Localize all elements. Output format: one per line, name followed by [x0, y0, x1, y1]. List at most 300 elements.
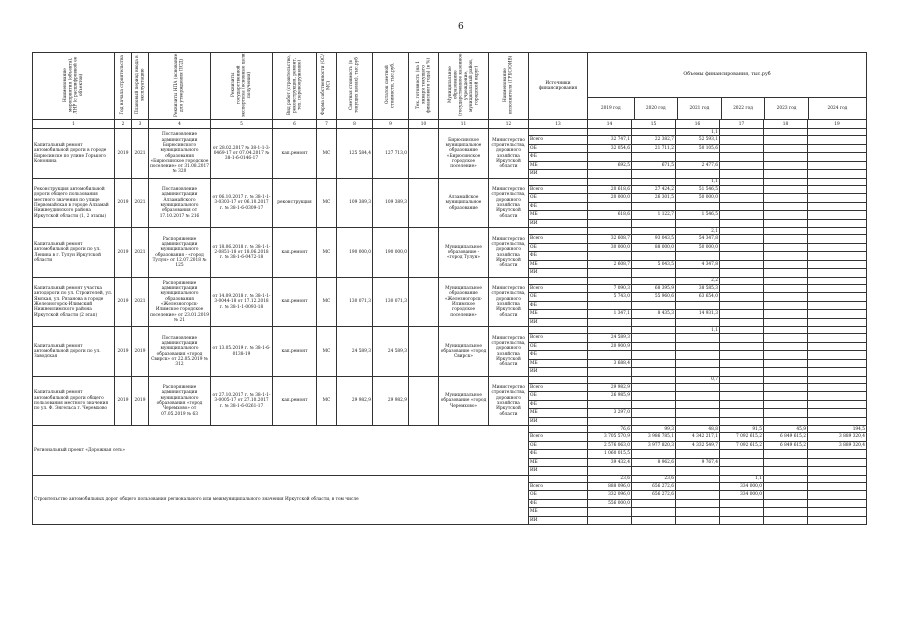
empty-cell: [588, 178, 632, 185]
object-name: Капитальный ремонт автомобильной дороги по ул. Заводская: [33, 327, 115, 377]
value-cell: [720, 458, 764, 467]
value-cell: 32 747,1: [588, 136, 632, 145]
empty-cell: [720, 178, 764, 185]
end-year: 2021: [132, 228, 149, 278]
value-cell: [676, 508, 720, 517]
empty-cell: [808, 342, 867, 351]
col-num: 6: [273, 120, 317, 129]
indicator-code: 1,1: [676, 327, 720, 334]
value-cell: [676, 516, 720, 525]
empty-cell: [529, 376, 588, 383]
source-label: ИИ: [529, 516, 588, 525]
value-cell: 22 382,7: [632, 136, 676, 145]
value-cell: [632, 318, 676, 327]
readiness: [409, 228, 439, 278]
col-num: 8: [337, 120, 373, 129]
header-cell-12: Наименование исполнителя (ГРБС/ОИВ): [489, 53, 529, 120]
value-cell: [808, 516, 867, 525]
empty-cell: [720, 351, 764, 360]
header-cell-13: Источники финансирования: [529, 53, 588, 120]
empty-cell: [808, 327, 867, 334]
estimated-cost: 190 000,0: [337, 228, 373, 278]
value-cell: 1 060 015,5: [588, 450, 632, 459]
source-label: ОБ: [529, 194, 588, 203]
empty-cell: [808, 400, 867, 409]
value-cell: 26 985,9: [588, 392, 632, 401]
empty-cell: [764, 284, 808, 293]
value-cell: 63 654,0: [676, 293, 720, 302]
value-cell: [632, 153, 676, 162]
empty-cell: [632, 129, 676, 136]
remaining-cost: 109 389,3: [373, 178, 409, 228]
value-cell: [632, 252, 676, 261]
empty-cell: [720, 219, 764, 228]
value-cell: [632, 392, 676, 401]
value-cell: [676, 491, 720, 500]
indicator-code: 91,5: [720, 426, 764, 433]
value-cell: 2 576 063,0: [588, 441, 632, 450]
value-cell: [808, 450, 867, 459]
value-cell: [632, 351, 676, 360]
empty-cell: [808, 392, 867, 401]
end-year: 2021: [132, 277, 149, 327]
page-number: 6: [458, 22, 464, 32]
value-cell: [676, 318, 720, 327]
col-num: 9: [373, 120, 409, 129]
empty-cell: [720, 417, 764, 426]
source-label: Всего: [529, 185, 588, 194]
value-cell: [588, 252, 632, 261]
value-cell: [632, 400, 676, 409]
empty-cell: [808, 417, 867, 426]
empty-cell: [808, 260, 867, 269]
header-cell-9: Остаток сметной стоимости, тыс.руб.: [373, 53, 409, 120]
empty-cell: [764, 301, 808, 310]
value-cell: [676, 301, 720, 310]
source-label: ФБ: [529, 450, 588, 459]
source-label: ОБ: [529, 441, 588, 450]
source-label: ФБ: [529, 301, 588, 310]
volume-title: Объемы финансирования, тыс.руб: [588, 53, 866, 98]
work-type: реконструкция: [273, 178, 317, 228]
estimated-cost: 130 071,3: [337, 277, 373, 327]
value-cell: [632, 508, 676, 517]
source-label: ИИ: [529, 368, 588, 377]
indicator-code: 99,3: [632, 426, 676, 433]
col-num: 13: [529, 120, 588, 129]
empty-cell: [808, 202, 867, 211]
empty-cell: [720, 170, 764, 179]
empty-cell: [764, 211, 808, 220]
value-cell: 5 743,0: [588, 293, 632, 302]
col-num: 17: [720, 120, 764, 129]
empty-cell: [808, 383, 867, 392]
value-cell: [808, 508, 867, 517]
value-cell: [720, 467, 764, 476]
source-label: Всего: [529, 482, 588, 491]
col-num: 11: [439, 120, 489, 129]
empty-cell: [632, 376, 676, 383]
year-2023: 2023 год: [765, 98, 809, 119]
empty-cell: [764, 318, 808, 327]
value-cell: 7 090,3: [588, 284, 632, 293]
empty-cell: [764, 219, 808, 228]
header-cell-7: Форма собственности (ОС/ МС): [317, 53, 337, 120]
source-label: ФБ: [529, 499, 588, 508]
source-label: Всего: [529, 334, 588, 343]
empty-cell: [764, 170, 808, 179]
executor: Министерство строительства, дорожного хозяйства Иркутской области: [489, 228, 529, 278]
source-label: ИИ: [529, 219, 588, 228]
ownership-form: МС: [317, 277, 337, 327]
estimated-cost: 24 589,3: [337, 327, 373, 377]
empty-cell: [529, 426, 588, 433]
empty-cell: [764, 269, 808, 278]
col-num: 1: [33, 120, 115, 129]
value-cell: 334 000,0: [720, 482, 764, 491]
object-code-row: [33, 228, 867, 235]
value-cell: [632, 516, 676, 525]
executor: Министерство строительства, дорожного хозяйства Иркутской области: [489, 178, 529, 228]
value-cell: 2 477,6: [676, 161, 720, 170]
indicator-code: 23,6: [588, 475, 632, 482]
npa-details: Распоряжение администрации муниципального образования - «город Тулун» от 12.07.2018 № 125: [149, 228, 211, 278]
empty-cell: [764, 153, 808, 162]
empty-cell: [720, 243, 764, 252]
empty-cell: [764, 129, 808, 136]
source-label: Всего: [529, 235, 588, 244]
empty-cell: [632, 178, 676, 185]
value-cell: [720, 450, 764, 459]
empty-cell: [588, 376, 632, 383]
start-year: 2019: [115, 178, 132, 228]
value-cell: 618,6: [588, 211, 632, 220]
source-label: ОБ: [529, 392, 588, 401]
value-cell: 3 889 320,4: [808, 441, 867, 450]
value-cell: [764, 508, 808, 517]
value-cell: [808, 482, 867, 491]
ownership-form: МС: [317, 129, 337, 179]
indicator-code: 0,7: [676, 376, 720, 383]
value-cell: 656 272,6: [632, 491, 676, 500]
empty-cell: [764, 293, 808, 302]
empty-cell: [720, 194, 764, 203]
value-cell: [632, 301, 676, 310]
value-cell: [588, 400, 632, 409]
value-cell: 68 395,9: [632, 284, 676, 293]
empty-cell: [720, 260, 764, 269]
header-cell-8: Сметная стоимость (в текущих ценах), тыс.руб: [337, 53, 373, 120]
value-cell: [764, 491, 808, 500]
start-year: 2019: [115, 327, 132, 377]
object-code-row: [33, 327, 867, 334]
value-cell: [588, 219, 632, 228]
empty-cell: [808, 409, 867, 418]
value-cell: 50 000,0: [676, 194, 720, 203]
project-code-row: [33, 426, 867, 433]
empty-cell: [588, 277, 632, 284]
col-num: 3: [132, 120, 149, 129]
empty-cell: [764, 368, 808, 377]
value-cell: [720, 516, 764, 525]
value-cell: [676, 499, 720, 508]
expertise-details: от 28.02.2017 № 38-1-1-3-0469-17 от 07.04.2017 № 38-1-6-0146-17: [211, 129, 273, 179]
start-year: 2019: [115, 129, 132, 179]
source-label: МБ: [529, 458, 588, 467]
value-cell: 1 347,1: [588, 310, 632, 319]
value-cell: [588, 417, 632, 426]
col-num: 2: [115, 120, 132, 129]
source-label: ФБ: [529, 202, 588, 211]
empty-cell: [720, 202, 764, 211]
value-cell: [720, 499, 764, 508]
empty-cell: [720, 310, 764, 319]
empty-cell: [808, 185, 867, 194]
value-cell: 32 054,6: [588, 144, 632, 153]
source-label: ОБ: [529, 144, 588, 153]
start-year: 2019: [115, 277, 132, 327]
empty-cell: [764, 383, 808, 392]
value-cell: [632, 499, 676, 508]
value-cell: [676, 383, 720, 392]
expertise-details: от 27.10.2017 г. № 38-1-1-3-0005-17 от 27.10.2017 г. № 38-1-6-0261-17: [211, 376, 273, 426]
value-cell: [588, 318, 632, 327]
source-label: ФБ: [529, 400, 588, 409]
value-cell: 7 092 615,2: [720, 441, 764, 450]
empty-cell: [588, 228, 632, 235]
npa-details: Постановление администрации Алзамайского муниципального образования от 17.10.2017 № 216: [149, 178, 211, 228]
empty-cell: [720, 235, 764, 244]
object-code-row: [33, 376, 867, 383]
value-cell: [632, 409, 676, 418]
value-cell: [632, 342, 676, 351]
empty-cell: [632, 228, 676, 235]
col-num: 16: [676, 120, 720, 129]
value-cell: 50 105,6: [676, 144, 720, 153]
empty-cell: [764, 260, 808, 269]
expertise-details: от 06.10.2017 г. № 38-1-1-3-0303-17 от 06.10.2017 г. № 38-1-6-0309-17: [211, 178, 273, 228]
source-label: МБ: [529, 211, 588, 220]
empty-cell: [764, 228, 808, 235]
value-cell: [676, 392, 720, 401]
empty-cell: [764, 161, 808, 170]
col-num: 15: [632, 120, 676, 129]
municipality: Муниципальное образование «город Свирск»: [439, 327, 489, 377]
empty-cell: [764, 342, 808, 351]
value-cell: [676, 400, 720, 409]
value-cell: 1 122,7: [632, 211, 676, 220]
estimated-cost: 29 982,9: [337, 376, 373, 426]
source-label: ФБ: [529, 153, 588, 162]
indicator-code: [808, 475, 867, 482]
value-cell: 88 000,0: [632, 243, 676, 252]
value-cell: [588, 351, 632, 360]
indicator-code: 45,9: [764, 426, 808, 433]
empty-cell: [529, 277, 588, 284]
value-cell: [632, 467, 676, 476]
empty-cell: [720, 136, 764, 145]
source-label: ИИ: [529, 269, 588, 278]
value-cell: 29 982,9: [588, 383, 632, 392]
empty-cell: [808, 170, 867, 179]
remaining-cost: 127 713,0: [373, 129, 409, 179]
value-cell: 20 000,0: [588, 194, 632, 203]
col-num: 14: [588, 120, 632, 129]
empty-cell: [808, 277, 867, 284]
value-cell: [632, 170, 676, 179]
empty-cell: [764, 144, 808, 153]
empty-cell: [720, 376, 764, 383]
indicator-code: 76,6: [588, 426, 632, 433]
value-cell: [676, 417, 720, 426]
empty-cell: [808, 219, 867, 228]
value-cell: [676, 482, 720, 491]
empty-cell: [720, 392, 764, 401]
value-cell: [676, 269, 720, 278]
value-cell: [676, 252, 720, 261]
value-cell: [588, 202, 632, 211]
empty-cell: [764, 252, 808, 261]
empty-cell: [720, 277, 764, 284]
header-cell-5: Реквизиты государственной экспертизы (основные цели получения): [211, 53, 273, 120]
object-name: Капитальный ремонт автомобильной дороги общего пользования местного значения по ул. Ф. Энгельса г. Черемхово: [33, 376, 115, 426]
ownership-form: МС: [317, 327, 337, 377]
expertise-details: от 13.05.2019 г. № 38-1-6-0138-19: [211, 327, 273, 377]
value-cell: 5 043,5: [632, 260, 676, 269]
ownership-form: МС: [317, 376, 337, 426]
value-cell: 38 585,3: [676, 284, 720, 293]
municipality: Муниципальное образование «Железногорск-Илимское городское поселение»: [439, 277, 489, 327]
year-2021: 2021 год: [678, 98, 722, 119]
value-cell: 30 000,0: [588, 243, 632, 252]
empty-cell: [808, 351, 867, 360]
value-cell: [588, 467, 632, 476]
value-cell: [676, 351, 720, 360]
value-cell: 4 347,8: [676, 260, 720, 269]
value-cell: 556 000,0: [588, 499, 632, 508]
empty-cell: [764, 277, 808, 284]
value-cell: [676, 334, 720, 343]
source-label: ОБ: [529, 243, 588, 252]
value-cell: 7 092 615,2: [720, 433, 764, 442]
source-label: ФБ: [529, 351, 588, 360]
object-code-row: [33, 277, 867, 284]
source-label: МБ: [529, 409, 588, 418]
indicator-code: 1,1: [720, 475, 764, 482]
remaining-cost: 29 982,9: [373, 376, 409, 426]
npa-details: Распоряжение администрации муниципального образования «Железногорск-Илимское городское поселение» от 23.01.2019 № 21: [149, 277, 211, 327]
empty-cell: [720, 334, 764, 343]
start-year: 2019: [115, 228, 132, 278]
value-cell: [632, 219, 676, 228]
empty-cell: [808, 129, 867, 136]
work-type: кап.ремонт: [273, 327, 317, 377]
value-cell: 2 608,7: [588, 260, 632, 269]
municipality: Бирюсинское муниципальное образование «Бирюсинское городское поселение»: [439, 129, 489, 179]
expertise-details: от 14.09.2018 г. № 38-1-1-3-0044-18 от 17.12.2018 г. № 38-1-1-0093-18: [211, 277, 273, 327]
npa-details: Распоряжение администрации муниципального образования «город Черемхово» от 07.05.2019 № 63: [149, 376, 211, 426]
executor: Министерство строительства, дорожного хозяйства Иркутской области: [489, 376, 529, 426]
empty-cell: [808, 153, 867, 162]
executor: Министерство строительства, дорожного хозяйства Иркутской области: [489, 277, 529, 327]
executor: Министерство строительства, дорожного хозяйства Иркутской области: [489, 327, 529, 377]
object-name: Капитальный ремонт автомобильной дороги в городе Бирюсинске по улине Горького Кононина: [33, 129, 115, 179]
value-cell: 656 272,6: [632, 482, 676, 491]
empty-cell: [808, 368, 867, 377]
value-cell: [720, 508, 764, 517]
empty-cell: [720, 301, 764, 310]
empty-cell: [529, 129, 588, 136]
executor: Министерство строительства, дорожного хозяйства Иркутской области: [489, 129, 529, 179]
value-cell: 55 960,6: [632, 293, 676, 302]
financing-table: [32, 52, 867, 525]
header-cell-11: Муниципальное образование (государственное казенное учреждение, муниципальный район, городской округ): [439, 53, 489, 120]
empty-cell: [720, 144, 764, 153]
value-cell: 8 962,6: [632, 458, 676, 467]
empty-cell: [808, 376, 867, 383]
object-name: Реконструкция автомобильной дороги общего пользования местного значения по улице Первомайская в городе Алзамай Нижнеудинского района Иркутской области (1, 2 этапы): [33, 178, 115, 228]
estimated-cost: 109 389,3: [337, 178, 373, 228]
empty-cell: [720, 185, 764, 194]
value-cell: [588, 301, 632, 310]
end-year: 2019: [132, 376, 149, 426]
value-cell: [676, 467, 720, 476]
empty-cell: [764, 194, 808, 203]
value-cell: 39 432,4: [588, 458, 632, 467]
empty-cell: [764, 359, 808, 368]
header-cell-2: Год начала строительства: [115, 53, 132, 120]
start-year: 2019: [115, 376, 132, 426]
work-type: кап.ремонт: [273, 376, 317, 426]
value-cell: 52 593,1: [676, 136, 720, 145]
empty-cell: [529, 228, 588, 235]
empty-cell: [808, 161, 867, 170]
empty-cell: [808, 310, 867, 319]
empty-cell: [720, 252, 764, 261]
readiness: [409, 129, 439, 179]
value-cell: [632, 269, 676, 278]
readiness: [409, 376, 439, 426]
value-cell: [632, 450, 676, 459]
empty-cell: [764, 136, 808, 145]
header-volume: [588, 53, 867, 120]
col-num: 5: [211, 120, 273, 129]
empty-cell: [764, 400, 808, 409]
header-cell-1: Наименование мероприятия (объекта), ЛНР (с расшифровкой ее объектов): [33, 53, 115, 120]
value-cell: 3 297,0: [588, 409, 632, 418]
project-name: Региональный проект «Дорожная сеть»: [33, 426, 529, 476]
empty-cell: [764, 243, 808, 252]
ownership-form: МС: [317, 228, 337, 278]
value-cell: 26 301,5: [632, 194, 676, 203]
value-cell: 334 000,0: [720, 491, 764, 500]
empty-cell: [529, 327, 588, 334]
source-label: МБ: [529, 161, 588, 170]
value-cell: 671,5: [632, 161, 676, 170]
remaining-cost: 130 071,3: [373, 277, 409, 327]
indicator-code: 48,8: [676, 426, 720, 433]
indicator-code: [764, 475, 808, 482]
value-cell: [676, 409, 720, 418]
empty-cell: [720, 409, 764, 418]
value-cell: 27 424,2: [632, 185, 676, 194]
empty-cell: [764, 185, 808, 194]
empty-cell: [720, 228, 764, 235]
empty-cell: [808, 211, 867, 220]
col-num: 19: [808, 120, 867, 129]
col-num: 4: [149, 120, 211, 129]
source-label: Всего: [529, 383, 588, 392]
